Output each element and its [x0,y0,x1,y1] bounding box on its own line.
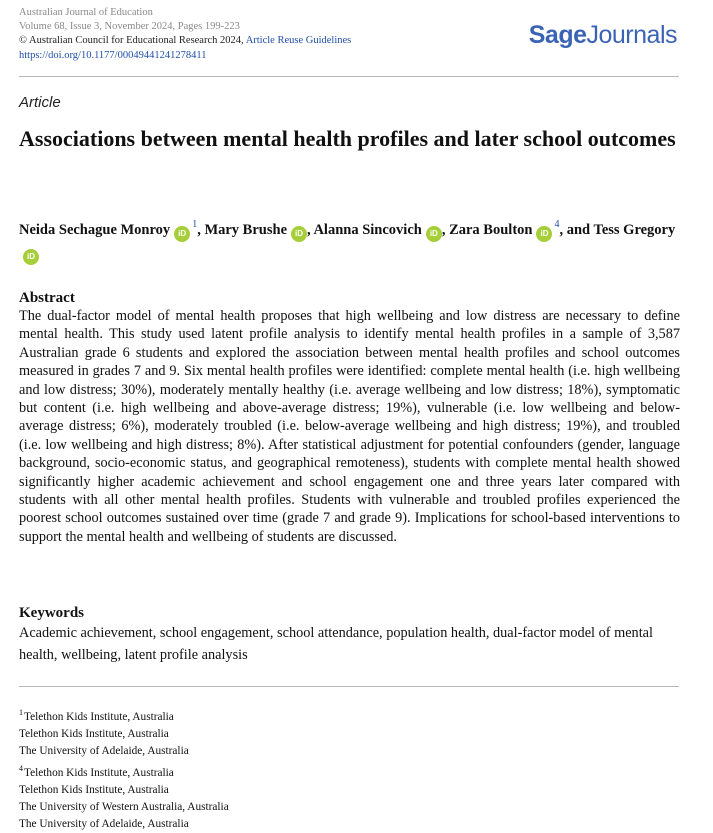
affiliation-item [19,799,679,816]
author-name[interactable]: Tess Gregory [593,222,676,238]
affiliation-marker: 4 [19,764,23,773]
author-separator: , [307,222,311,238]
affiliation-text: The University of Adelaide, Australia [19,745,189,757]
affiliation-item [19,816,679,833]
keywords-section [19,605,680,666]
author-affiliation-marker[interactable]: 1 [192,219,198,230]
abstract-text: The dual-factor model of mental health proposes that high wellbeing and low distress are necessary to define mental health. This study used latent profile analysis to identify mental health profiles in a sample of 3,587 Australian grade 6 students and explored the association between mental health profiles and school outcomes measured in grades 7 and 9. Six mental health profiles were identified: complete mental health (i.e. high wellbeing and low distress; 30%), moderately mentally healthy (i.e. average wellbeing and low distress; 18%), symptomatic but content (i.e. high wellbeing and above-average distress; 19%), vulnerable (i.e. low wellbeing and below-average distress; 6%), moderately troubled (i.e. below-average wellbeing and high distress; 19%), and troubled (i.e. low wellbeing and high distress; 8%). After statistical adjustment for potential confounders (gender, language background, socio-economic status, and geographical remoteness), students with complete mental health showed significantly higher academic achievement and school engagement one and three years later compared with students with all other mental health profiles. Students with vulnerable and troubled profiles experienced the poorest school outcomes sustained over time (grade 7 and grade 9). Implications for school-based interventions to support the mental health and wellbeing of students are discussed. [19,308,680,545]
header-divider [19,76,679,77]
sage-journals-logo[interactable] [529,21,677,50]
orcid-icon[interactable]: iD [23,249,39,265]
orcid-icon[interactable]: iD [291,226,307,242]
keywords-text: Academic achievement, school engagement, school attendance, population health, dual-factor model of mental health, wellbeing, latent profile analysis [19,625,653,663]
affiliation-text: Telethon Kids Institute, Australia [19,728,169,740]
doi-link[interactable]: https://doi.org/10.1177/00049441241278411 [19,49,207,61]
affiliations-list [19,704,679,833]
affiliation-item [19,726,679,743]
journal-name: Australian Journal of Education [19,7,153,18]
abstract-section [19,290,680,546]
author-separator: , and [559,222,591,238]
orcid-icon[interactable]: iD [426,226,442,242]
affiliation-marker: 1 [19,708,23,717]
reuse-guidelines-link[interactable]: Article Reuse Guidelines [245,35,352,47]
affiliation-item [19,760,679,782]
affiliation-text: Telethon Kids Institute, Australia [19,784,169,796]
logo-journals: Journals [586,21,677,49]
author-name[interactable]: Neida Sechague Monroy [19,222,171,238]
affiliations-divider [19,686,679,687]
logo-sage: Sage [528,21,587,49]
author-separator: , [441,222,446,238]
author-list [19,213,679,265]
affiliation-text: The University of Adelaide, Australia [19,818,189,830]
author-separator: , [197,222,201,238]
volume-line: Volume 68, Issue 3, November 2024, Pages 199-223 [19,21,240,33]
affiliation-item [19,782,679,799]
author-affiliation-marker[interactable]: 4 [554,219,560,230]
affiliation-item [19,704,679,726]
affiliation-text: The University of Western Australia, Australia [19,801,229,813]
copyright-text: © Australian Council for Educational Research 2024, [19,35,244,47]
abstract-heading: Abstract [19,290,75,306]
keywords-heading: Keywords [19,605,84,621]
article-title: Associations between mental health profiles and later school outcomes [19,126,676,151]
author-name[interactable]: Mary Brushe [204,222,287,238]
affiliation-item [19,743,679,760]
author-name[interactable]: Alanna Sincovich [313,222,422,238]
author-name[interactable]: Zara Boulton [449,222,533,238]
orcid-icon[interactable]: iD [536,226,552,242]
affiliation-text: Telethon Kids Institute, Australia [24,711,174,723]
affiliation-text: Telethon Kids Institute, Australia [24,767,174,779]
article-type: Article [19,94,61,111]
article-header [19,6,679,76]
orcid-icon[interactable]: iD [174,226,190,242]
